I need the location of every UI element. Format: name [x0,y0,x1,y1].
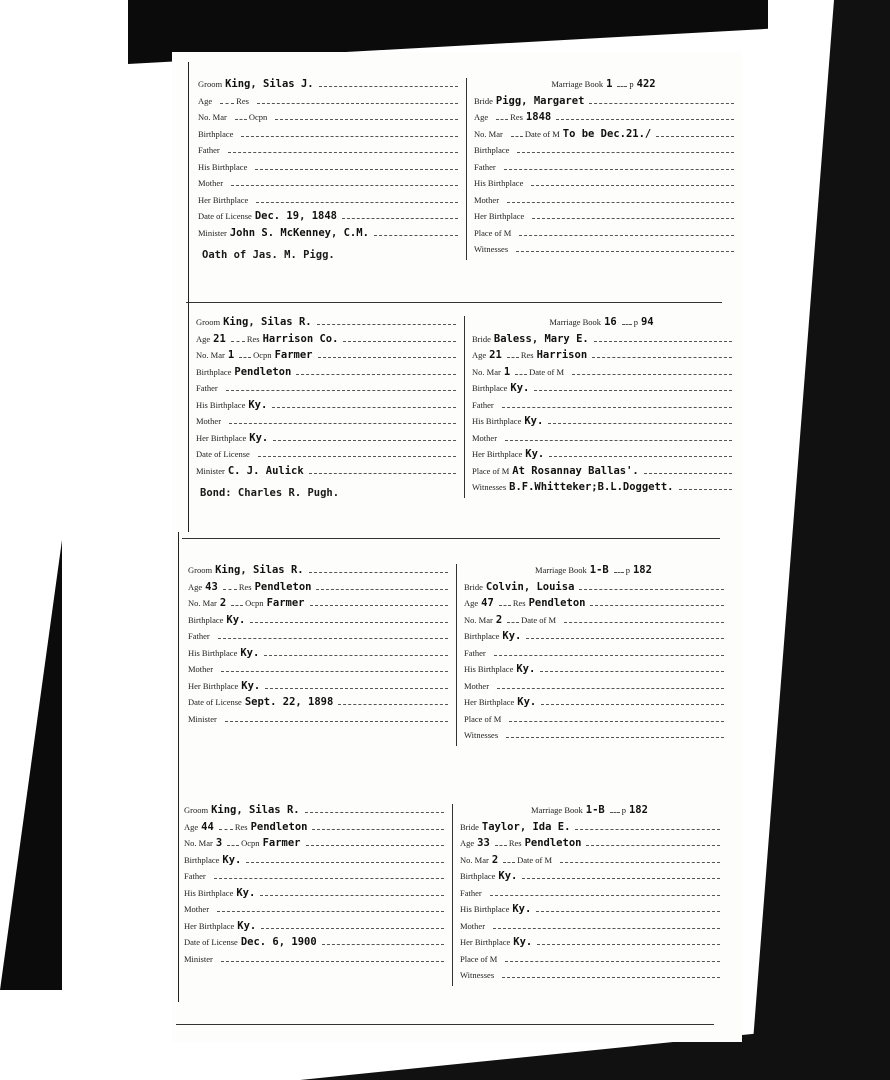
bride-birthplace: Ky. [498,870,518,882]
res-label: Res [246,333,260,344]
marriage-book-row [460,804,722,821]
date-of-m-label: Date of M [529,366,565,377]
witnesses-row [460,969,722,986]
column-divider [464,316,465,498]
age-label: Age [474,112,489,122]
minister-label: Minister [188,713,217,724]
column-divider [466,78,467,260]
no-mar-label: No. Mar [472,366,501,377]
his-birthplace-row [184,887,446,904]
nomar-ocpn-row [188,597,450,614]
age-label: Age [184,821,199,832]
bride-row [460,821,722,838]
father-label: Father [474,161,496,172]
bride-birthplace-row [464,630,726,647]
date-of-m-label: Date of M [521,614,557,625]
father-label: Father [464,647,486,658]
marriage-book-number: 1 [606,78,613,90]
card-note: Bond: Charles R. Pugh. [200,487,340,499]
bride-birthplace-row [474,144,736,161]
age-label: Age [196,333,211,344]
bride-column [460,804,722,986]
marriage-book-number: 1-B [585,804,605,816]
column-divider [456,564,457,746]
father-label: Father [472,399,494,410]
place-of-marriage: At Rosannay Ballas'. [512,464,639,477]
groom-no-mar: 2 [219,597,227,609]
minister-label: Minister [198,227,227,238]
bride-label: Bride [464,581,483,592]
witnesses-label: Witnesses [472,482,507,492]
age-label: Age [460,838,475,848]
bride-her-birthplace-row [472,448,734,465]
birthplace-label: Birthplace [184,854,220,865]
bride-her-birthplace-row [474,210,736,227]
birthplace-label: Birthplace [474,145,510,155]
witnesses: B.F.Whitteker;B.L.Doggett. [509,481,674,493]
license-row [188,696,450,713]
res-label: Res [508,838,522,848]
marriage-book-label: Marriage Book [535,565,587,575]
bride-res: Harrison [536,349,588,361]
page-label: p [621,805,626,815]
bride-his-birthplace-row [464,663,726,680]
nomar-ocpn-row [198,111,460,128]
father-label: Father [198,145,220,155]
his-birthplace-row [198,161,460,178]
age-label: Age [188,581,203,592]
his-birthplace-label: His Birthplace [198,161,248,172]
bride-age-res-row [472,349,734,366]
page-label: p [633,317,638,327]
scan-border-right [750,0,890,1080]
date-of-license-label: Date of License [198,211,252,221]
page-label: p [629,79,634,89]
minister-label: Minister [196,465,225,476]
bride-name: Taylor, Ida E. [481,820,571,833]
record-sheet [172,52,742,1042]
place-of-m-label: Place of M [474,227,512,238]
groom-res: Pendleton [254,580,312,593]
marriage-book-number: 1-B [589,564,609,576]
bride-label: Bride [472,333,491,344]
bride-mother-row [472,432,734,449]
marriage-book-label: Marriage Book [551,79,604,89]
groom-his-birthplace: Ky. [236,886,256,899]
marriage-book-page: 182 [632,564,652,576]
date-of-license: Sept. 22, 1898 [244,696,334,708]
date-of-license-label: Date of License [196,449,250,459]
birthplace-label: Birthplace [464,631,500,641]
bride-age: 47 [481,597,494,609]
no-mar-label: No. Mar [474,128,503,139]
bride-his-birthplace-row [474,177,736,194]
witnesses-label: Witnesses [464,730,499,740]
ocpn-label: Ocpn [253,350,272,360]
bride-birthplace-row [472,382,734,399]
groom-birthplace: Ky. [226,613,246,626]
groom-column [198,78,460,261]
bride-her-birthplace: Ky. [517,696,537,708]
bride-father-row [472,399,734,416]
bride-res: Pendleton [528,597,586,609]
groom-birthplace: Pendleton [234,365,292,378]
birthplace-row [198,128,460,145]
groom-res: Pendleton [250,820,308,833]
date-of-m-label: Date of M [517,854,553,865]
groom-name: King, Silas R. [215,564,304,576]
ocpn-label: Ocpn [248,112,268,122]
date-of-license-label: Date of License [188,697,242,707]
birthplace-label: Birthplace [188,614,224,625]
ocpn-label: Ocpn [245,598,264,608]
witnesses-row [464,729,726,746]
birthplace-label: Birthplace [198,128,234,139]
marriage-book-page: 94 [640,316,654,328]
witnesses-row [472,481,734,498]
birthplace-row [188,614,450,631]
bride-label: Bride [474,95,493,106]
sheet-edge-left-lower [178,532,179,1002]
mother-label: Mother [196,416,222,426]
bride-age: 21 [489,349,502,361]
groom-label: Groom [188,565,213,575]
minister-row [188,713,450,730]
father-row [196,382,458,399]
column-divider [452,804,453,986]
bride-nomar-row [464,614,726,631]
license-row [196,448,458,465]
groom-row [196,316,458,333]
her-birthplace-label: Her Birthplace [188,680,239,691]
his-birthplace-row [196,399,458,416]
mother-label: Mother [460,920,486,931]
his-birthplace-label: His Birthplace [184,887,234,898]
bride-his-birthplace-row [472,415,734,432]
her-birthplace-label: Her Birthplace [474,211,525,221]
groom-age: 44 [201,820,214,833]
bride-name: Pigg, Margaret [495,94,585,107]
no-mar-label: No. Mar [184,838,213,848]
father-label: Father [184,871,206,881]
groom-res: Harrison Co. [262,332,339,345]
groom-her-birthplace: Ky. [237,919,257,932]
groom-his-birthplace: Ky. [240,646,260,659]
bride-nomar-row [474,128,736,145]
no-mar-label: No. Mar [460,854,489,865]
groom-ocpn: Farmer [266,597,305,609]
groom-column [184,804,446,975]
mother-label: Mother [464,680,490,691]
groom-label: Groom [184,805,209,815]
bride-mother-row [474,194,736,211]
bride-age-res-row [464,597,726,614]
nomar-ocpn-row [184,837,446,854]
mother-label: Mother [188,664,214,674]
his-birthplace-label: His Birthplace [474,178,524,188]
mother-label: Mother [184,904,210,914]
his-birthplace-label: His Birthplace [196,399,246,410]
ocpn-label: Ocpn [241,838,260,848]
date-of-m-label: Date of M [524,128,560,139]
bride-no-mar: 2 [495,613,503,626]
mother-label: Mother [474,194,500,205]
age-label: Age [472,350,487,360]
bride-no-mar: 1 [503,365,511,378]
bride-row [472,333,734,350]
groom-ocpn: Farmer [274,349,313,361]
card-note: Oath of Jas. M. Pigg. [202,249,335,261]
place-of-m-row [460,953,722,970]
father-label: Father [460,887,482,898]
mother-row [184,903,446,920]
mother-label: Mother [472,432,498,443]
bride-label: Bride [460,821,479,832]
bride-birthplace: Ky. [502,630,522,642]
her-birthplace-label: Her Birthplace [472,449,523,459]
birthplace-row [184,854,446,871]
groom-age: 43 [205,580,218,593]
age-label: Age [198,95,213,106]
groom-row [184,804,446,821]
her-birthplace-row [188,680,450,697]
date-of-license: Dec. 6, 1900 [240,936,317,948]
bride-birthplace: Ky. [510,382,530,394]
her-birthplace-label: Her Birthplace [460,937,511,947]
res-label: Res [520,350,534,360]
age-res-row [196,333,458,350]
bride-her-birthplace: Ky. [513,936,533,948]
bride-father-row [460,887,722,904]
date-of-license: Dec. 19, 1848 [254,210,337,222]
res-label: Res [510,112,523,122]
bride-age-res-row [474,111,736,128]
license-row [198,210,460,227]
place-of-m-label: Place of M [464,713,502,724]
marriage-book-label: Marriage Book [549,317,602,327]
nomar-ocpn-row [196,349,458,366]
bride-res: 1848 [525,111,552,123]
bride-name: Baless, Mary E. [493,332,589,345]
bride-nomar-row [472,366,734,383]
bride-mother-row [460,920,722,937]
groom-column [196,316,458,499]
card-divider-3 [176,1024,714,1025]
groom-label: Groom [196,317,221,327]
groom-name: King, Silas J. [225,78,314,90]
date-of-marriage: To be Dec.21./ [562,127,652,140]
age-res-row [198,95,460,112]
witnesses-row [474,243,736,260]
age-label: Age [464,598,479,608]
no-mar-label: No. Mar [196,350,225,360]
bride-column [472,316,734,498]
license-row [184,936,446,953]
bride-father-row [464,647,726,664]
birthplace-row [196,366,458,383]
res-label: Res [512,598,526,608]
marriage-book-row [474,78,736,95]
age-res-row [184,821,446,838]
birthplace-label: Birthplace [472,383,508,393]
scan-border-left [0,540,62,990]
father-label: Father [196,383,218,393]
her-birthplace-label: Her Birthplace [198,194,249,205]
witnesses-label: Witnesses [460,970,495,980]
groom-her-birthplace: Ky. [249,431,269,444]
groom-name: King, Silas R. [211,804,300,816]
her-birthplace-label: Her Birthplace [196,432,247,443]
her-birthplace-row [184,920,446,937]
bride-no-mar: 2 [491,853,499,866]
birthplace-label: Birthplace [460,871,496,881]
date-of-license-label: Date of License [184,937,238,947]
sheet-edge-left-upper [188,62,189,532]
place-of-m-row [464,713,726,730]
mother-row [188,663,450,680]
place-of-m-label: Place of M [472,465,510,476]
her-birthplace-label: Her Birthplace [184,920,235,931]
bride-her-birthplace-row [460,936,722,953]
mother-row [196,415,458,432]
groom-his-birthplace: Ky. [248,398,268,411]
her-birthplace-row [196,432,458,449]
bride-his-birthplace: Ky. [524,415,544,427]
age-res-row [188,581,450,598]
bride-mother-row [464,680,726,697]
groom-no-mar: 3 [215,837,223,849]
his-birthplace-row [188,647,450,664]
his-birthplace-label: His Birthplace [460,904,510,914]
bride-res: Pendleton [524,837,582,849]
bride-age: 33 [477,837,490,849]
minister-name: John S. McKenney, C.M. [229,226,369,239]
mother-row [198,177,460,194]
marriage-book-label: Marriage Book [531,805,583,815]
marriage-book-page: 182 [628,804,648,816]
her-birthplace-label: Her Birthplace [464,697,515,707]
bride-birthplace-row [460,870,722,887]
his-birthplace-label: His Birthplace [188,647,238,658]
bride-row [474,95,736,112]
marriage-book-page: 422 [636,78,656,90]
page-label: p [625,565,630,575]
res-label: Res [238,581,252,592]
birthplace-label: Birthplace [196,366,232,377]
bride-row [464,581,726,598]
marriage-book-row [464,564,726,581]
witnesses-label: Witnesses [474,244,509,254]
groom-her-birthplace: Ky. [241,679,261,692]
bride-name: Colvin, Louisa [485,580,575,593]
no-mar-label: No. Mar [198,112,227,122]
her-birthplace-row [198,194,460,211]
groom-age: 21 [213,332,226,345]
father-row [184,870,446,887]
minister-row [198,227,460,244]
no-mar-label: No. Mar [464,614,493,625]
groom-birthplace: Ky. [222,853,242,866]
bride-column [474,78,736,260]
res-label: Res [234,821,248,832]
bride-his-birthplace-row [460,903,722,920]
place-of-m-label: Place of M [460,953,498,964]
bride-his-birthplace: Ky. [512,903,532,915]
minister-label: Minister [184,953,213,964]
place-of-m-row [472,465,734,482]
bride-his-birthplace: Ky. [516,663,536,675]
card-divider-1 [186,302,722,303]
his-birthplace-label: His Birthplace [472,416,522,426]
bride-age-res-row [460,837,722,854]
bride-father-row [474,161,736,178]
res-label: Res [236,95,249,106]
bride-her-birthplace: Ky. [525,448,545,460]
groom-row [198,78,460,95]
no-mar-label: No. Mar [188,598,217,608]
groom-no-mar: 1 [227,349,235,361]
marriage-book-number: 16 [604,316,617,328]
father-label: Father [188,631,210,641]
minister-name: C. J. Aulick [227,464,304,477]
his-birthplace-label: His Birthplace [464,664,514,674]
minister-row [196,465,458,482]
groom-column [188,564,450,735]
groom-ocpn: Farmer [262,837,301,849]
bride-column [464,564,726,746]
father-row [188,630,450,647]
bride-her-birthplace-row [464,696,726,713]
father-row [198,144,460,161]
minister-row [184,953,446,970]
groom-label: Groom [198,79,223,89]
card-divider-2 [182,538,720,539]
groom-name: King, Silas R. [223,316,312,328]
groom-row [188,564,450,581]
place-of-m-row [474,227,736,244]
bride-nomar-row [460,854,722,871]
mother-label: Mother [198,178,224,188]
marriage-book-row [472,316,734,333]
